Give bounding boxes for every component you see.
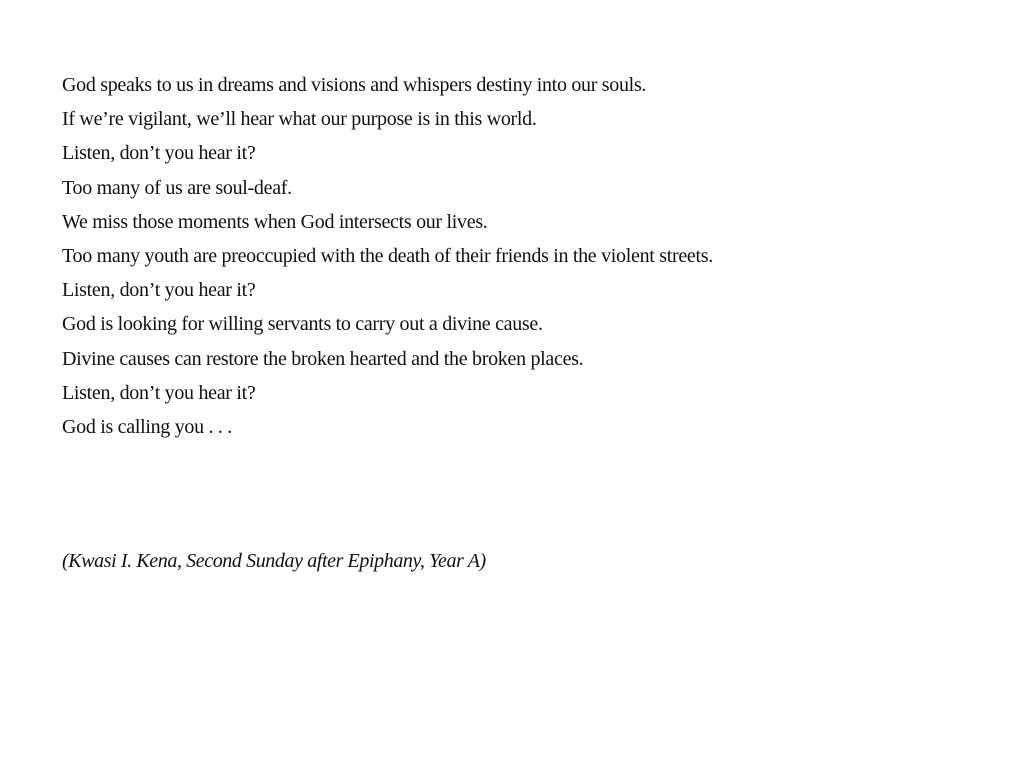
poem-line: Listen, don’t you hear it? (62, 142, 256, 165)
poem-text (62, 68, 962, 444)
poem-line: God is looking for willing servants to carry out a divine cause. (62, 313, 543, 336)
poem-line: We miss those moments when God intersects our lives. (62, 210, 488, 233)
poem-line: If we’re vigilant, we’ll hear what our purpose is in this world. (62, 108, 537, 131)
poem-line: Listen, don’t you hear it? (62, 381, 256, 404)
poem-line: Too many youth are preoccupied with the death of their friends in the violent streets. (62, 245, 713, 268)
attribution-citation: (Kwasi I. Kena, Second Sunday after Epiphany, Year A) (62, 550, 486, 572)
poem-line: Too many of us are soul-deaf. (62, 176, 292, 199)
poem-line: God is calling you . . . (62, 416, 233, 439)
poem-line: Listen, don’t you hear it? (62, 279, 256, 302)
poem-line: Divine causes can restore the broken hearted and the broken places. (62, 347, 584, 370)
poem-line: God speaks to us in dreams and visions and whispers destiny into our souls. (62, 74, 647, 96)
